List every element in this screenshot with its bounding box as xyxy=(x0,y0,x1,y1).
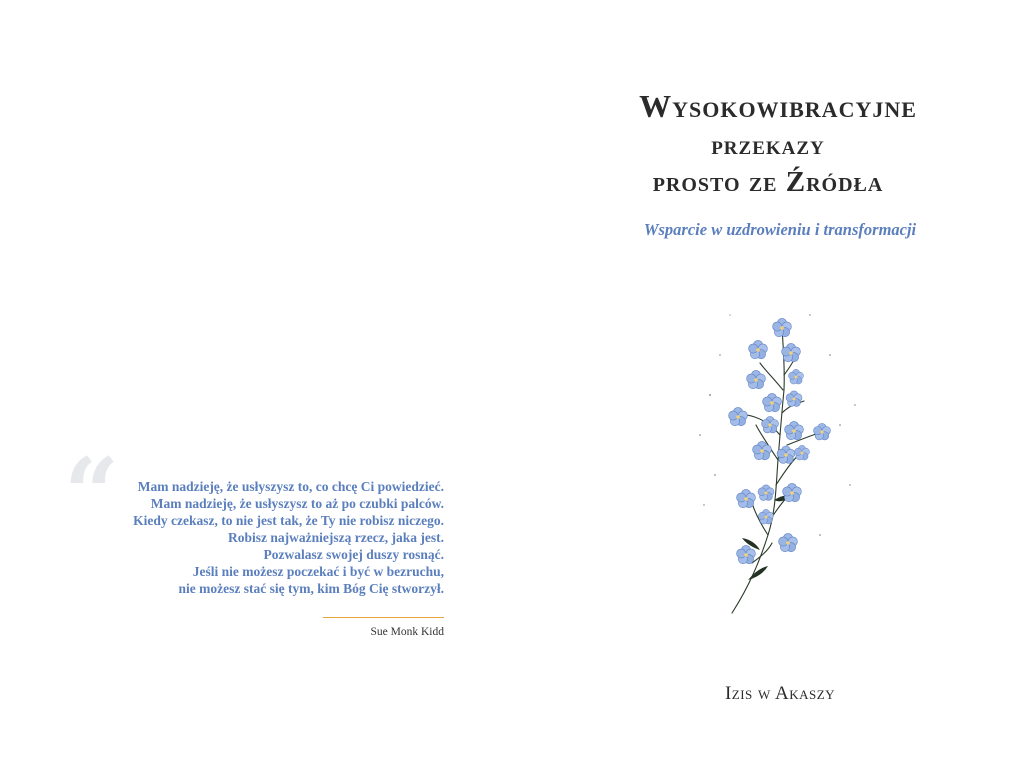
quote-line: nie możesz stać się tym, kim Bóg Cię stworzył. xyxy=(178,581,444,596)
quote-line: Robisz najważniejszą rzecz, jaka jest. xyxy=(228,530,444,545)
book-title-line-1: Wysokowibracyjne xyxy=(639,88,917,124)
quote-line: Jeśli nie możesz poczekać i być w bezruchu, xyxy=(192,564,444,579)
quote-line: Mam nadzieję, że usłyszysz to, co chcę Ci powiedzieć. xyxy=(137,479,444,494)
book-title-line-2: przekazy xyxy=(711,130,825,160)
book-title-line-3: prosto ze Źródła xyxy=(652,166,884,198)
book-author: Izis w Akaszy xyxy=(724,683,836,704)
quote-divider xyxy=(323,617,444,618)
quote-line: Kiedy czekasz, to nie jest tak, że Ty nie robisz niczego. xyxy=(133,513,444,528)
book-subtitle: Wsparcie w uzdrowieniu i transformacji xyxy=(643,220,917,239)
quote-line: Mam nadzieję, że usłyszysz to aż po czubki palców. xyxy=(150,496,444,511)
quote-line: Pozwalasz swojej duszy rosnąć. xyxy=(263,547,444,562)
forget-me-not-flower-icon xyxy=(690,295,870,620)
quote-author: Sue Monk Kidd xyxy=(370,626,444,638)
quotation-mark-icon: “ xyxy=(64,437,120,550)
right-page xyxy=(512,0,1024,773)
quote-block xyxy=(44,478,444,597)
